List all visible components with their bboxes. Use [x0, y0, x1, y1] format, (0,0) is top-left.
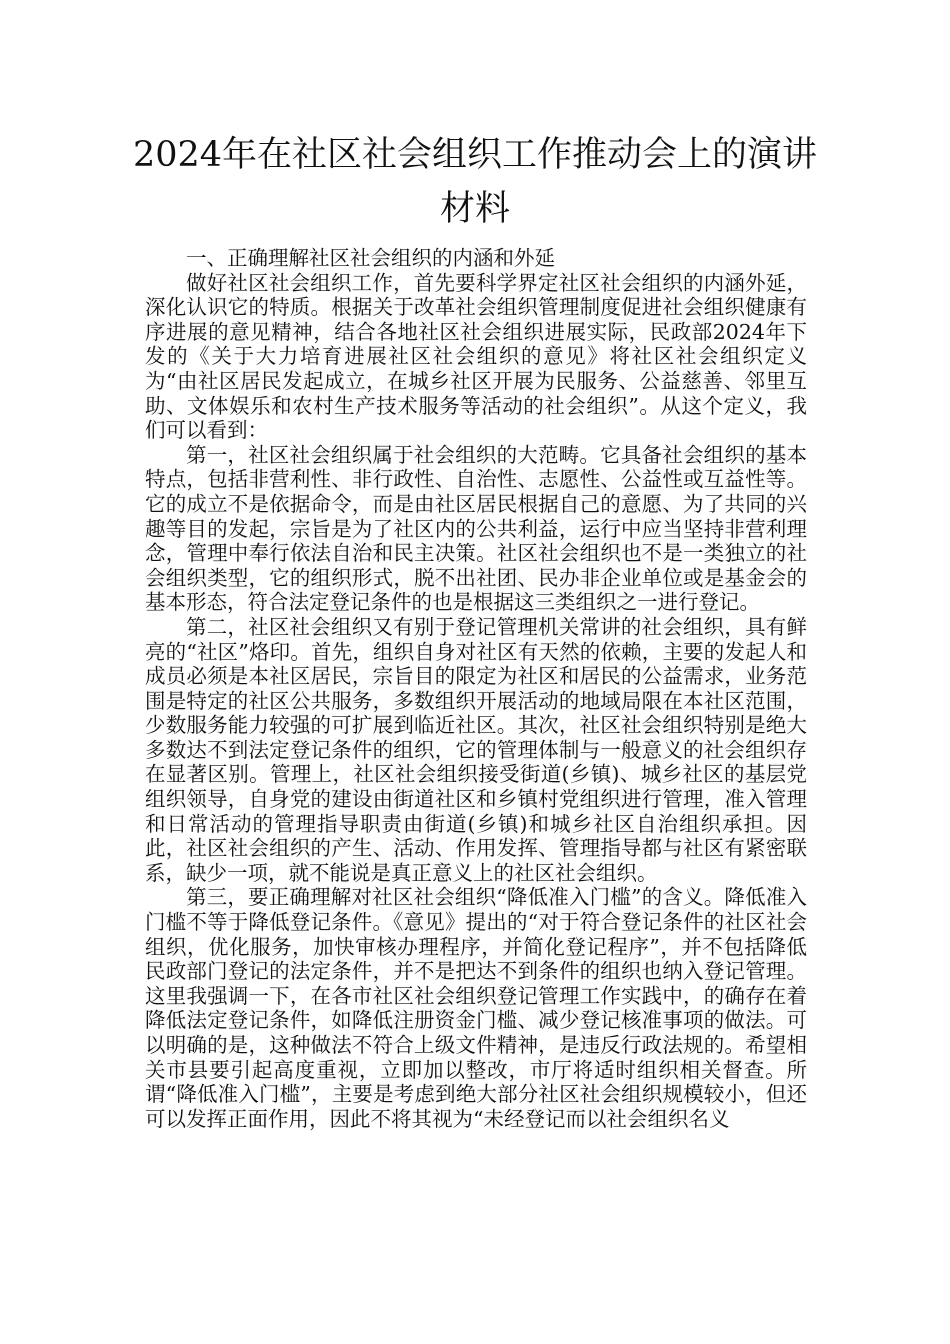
document-title: 2024年在社区社会组织工作推动会上的演讲材料 — [132, 135, 818, 229]
document-body — [145, 246, 807, 1131]
body-paragraph: 第一，社区社会组织属于社会组织的大范畴。它具备社会组织的基本特点，包括非营利性、非行政性、自治性、志愿性、公益性或互益性等。它的成立不是依据命令，而是由社区居民根据自己的意愿、为了共同的兴趣等目的发起，宗旨是为了社区内的公共利益，运行中应当坚持非营利理念，管理中奉行依法自治和民主决策。社区社会组织也不是一类独立的社会组织类型，它的组织形式，脱不出社团、民办非企业单位或是基金会的基本形态，符合法定登记条件的也是根据这三类组织之一进行登记。 — [145, 442, 807, 615]
section-heading: 一、正确理解社区社会组织的内涵和外延 — [186, 246, 555, 270]
body-paragraph: 做好社区社会组织工作，首先要科学界定社区社会组织的内涵外延，深化认识它的特质。根据关于改革社会组织管理制度促进社会组织健康有序进展的意见精神，结合各地社区社会组织进展实际，民政部2024年下发的《关于大力培育进展社区社会组织的意见》将社区社会组织定义为“由社区居民发起成立，在城乡社区开展为民服务、公益慈善、邻里互助、文体娱乐和农村生产技术服务等活动的社会组织”。从这个定义，我们可以看到： — [145, 270, 807, 443]
body-paragraph: 第三，要正确理解对社区社会组织“降低准入门槛”的含义。降低准入门槛不等于降低登记条件。《意见》提出的“对于符合登记条件的社区社会组织，优化服务，加快审核办理程序，并简化登记程序”，并不包括降低民政部门登记的法定条件，并不是把达不到条件的组织也纳入登记管理。这里我强调一下，在各市社区社会组织登记管理工作实践中，的确存在着降低法定登记条件，如降低注册资金门槛、减少登记核准事项的做法。可以明确的是，这种做法不符合上级文件精神，是违反行政法规的。希望相关市县要引起高度重视，立即加以整改，市厅将适时组织相关督查。所谓“降低准入门槛”，主要是考虑到绝大部分社区社会组织规模较小，但还可以发挥正面作用，因此不将其视为“未经登记而以社会组织名义 — [145, 885, 807, 1131]
body-paragraph: 第二，社区社会组织又有别于登记管理机关常讲的社会组织，具有鲜亮的“社区”烙印。首先，组织自身对社区有天然的依赖，主要的发起人和成员必须是本社区居民，宗旨目的限定为社区和居民的公益需求，业务范围是特定的社区公共服务，多数组织开展活动的地域局限在本社区范围，少数服务能力较强的可扩展到临近社区。其次，社区社会组织特别是绝大多数达不到法定登记条件的组织，它的管理体制与一般意义的社会组织存在显著区别。管理上，社区社会组织接受街道(乡镇)、城乡社区的基层党组织领导，自身党的建设由街道社区和乡镇村党组织进行管理，准入管理和日常活动的管理指导职责由街道(乡镇)和城乡社区自治组织承担。因此，社区社会组织的产生、活动、作用发挥、管理指导都与社区有紧密联系，缺少一项，就不能说是真正意义上的社区社会组织。 — [145, 614, 807, 885]
